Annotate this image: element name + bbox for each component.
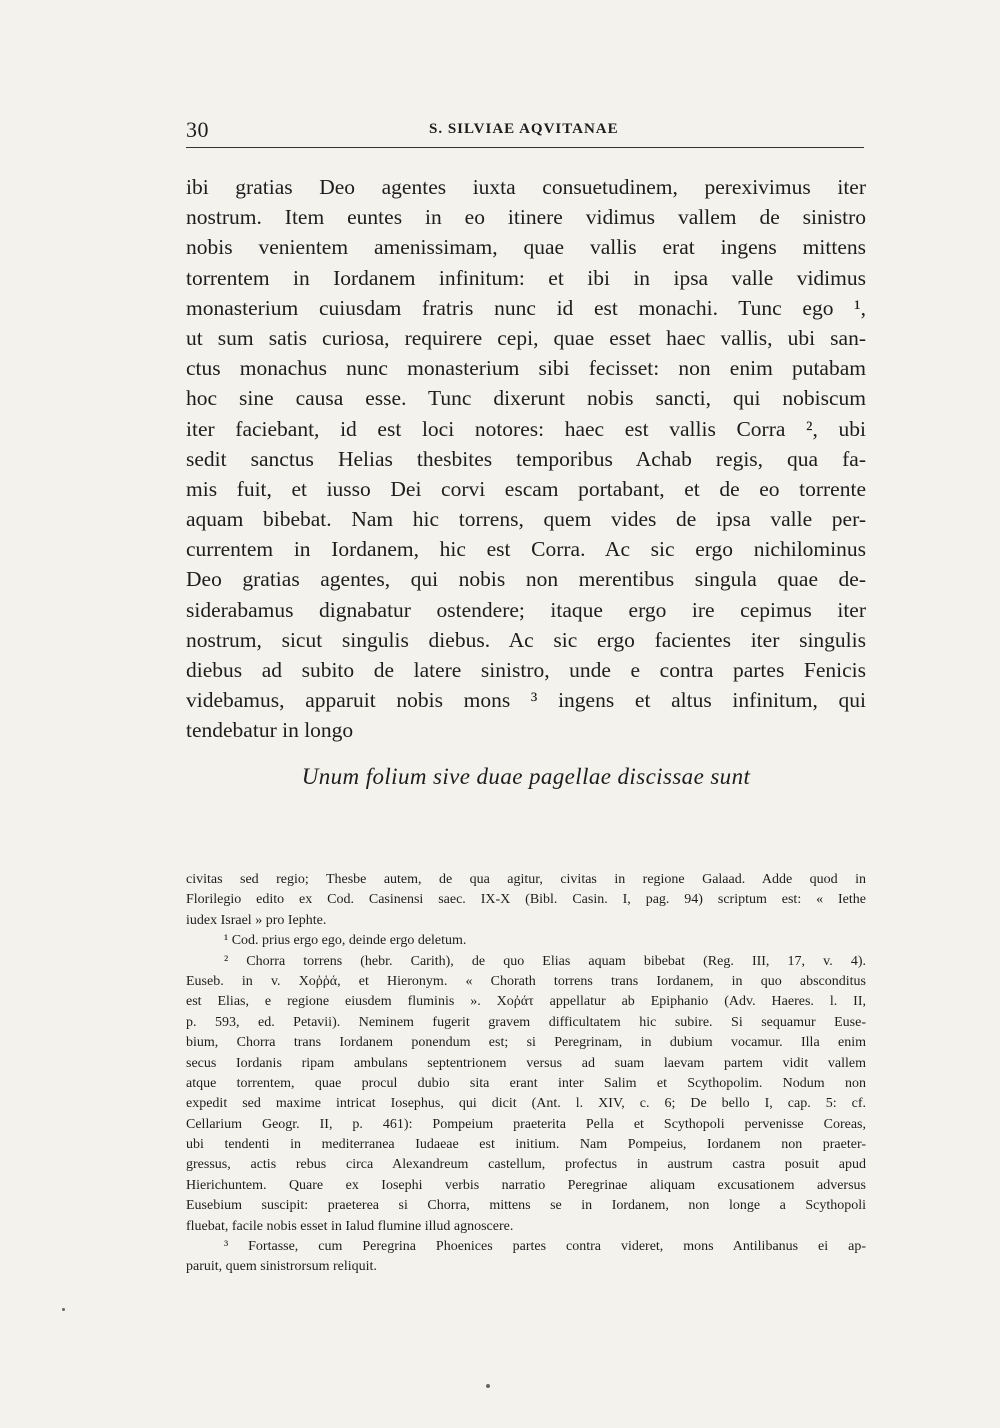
text-line: nostrum. Item euntes in eo itinere vidimus vallem de sinistro [186,205,866,230]
text-line: sedit sanctus Helias thesbites temporibus Achab regis, qua fa- [186,446,866,471]
footnote-line: Florilegio edito ex Cod. Casinensi saec. IX-X (Bibl. Casin. I, pag. 94) scriptum est: « Iethe [186,892,866,908]
footnote-line: ubi tendenti in mediterranea Iudaeae est initium. Nam Pompeius, Iordanem non praeter- [186,1137,866,1153]
text-line: torrentem in Iordanem infinitum: et ibi in ipsa valle vidimus [186,265,866,290]
text-line: diebus ad subito de latere sinistro, unde e contra partes Fenicis [186,658,866,682]
main-text [186,172,866,746]
text-line: siderabamus dignabatur ostendere; itaque ergo ire cepimus iter [186,597,866,622]
footnote-line: Eusebium suscipit: praeterea si Chorra, mittens se in Iordanem, non longe a Scythopoli [186,1198,866,1214]
text-line: nostrum, sicut singulis diebus. Ac sic ergo facientes iter singulis [186,627,866,652]
footnote-line: est Elias, e regione eiusdem fluminis ». Χοῤάτ appellatur ab Epiphanio (Adv. Haeres. l. II, [186,994,866,1010]
footnote-line: paruit, quem sinistrorsum reliquit. [186,1259,377,1275]
footnote-line: atque torrentem, quae procul dubio sita erant inter Salim et Scythopolim. Nodum non [186,1075,866,1091]
page-number: 30 [186,117,209,142]
footnote-line: ³ Fortasse, cum Peregrina Phoenices partes contra videret, mons Antilibanus ei ap- [224,1239,866,1255]
footnote-line: fluebat, facile nobis esset in Ialud flumine illud agnoscere. [186,1218,514,1234]
text-line: ut sum satis curiosa, requirere cepi, quae esset haec vallis, ubi san- [186,325,866,350]
paper-speck [486,1384,490,1388]
footnote-line: p. 593, ed. Petavii). Neminem fugerit gravem difficultatem hic subire. Si sequamur Euse- [186,1014,866,1030]
text-line: aquam bibebat. Nam hic torrens, quem vides de ipsa valle per- [186,507,866,532]
footnote-line: expedit sed maxime intricat Iosephus, qui dicit (Ant. l. XIV, c. 6; De bello I, cap. 5: cf. [186,1096,866,1112]
footnote-line: secus Iordanis ripam ambulans septentrionem versus ad suam laevam partem vidit vallem [186,1055,866,1071]
footnote-line: iudex Israel » pro Iephte. [186,912,327,928]
footnote-line: Cellarium Geogr. II, p. 461): Pompeium praeterita Pella et Scythopoli pervenisse Coreas, [186,1116,866,1132]
footnote-line: Euseb. in v. Χοῤῥά, et Hieronym. « Chorath torrens trans Iordanem, in quo absconditus [186,973,866,989]
paper-speck [62,1308,65,1311]
text-line: monasterium cuiusdam fratris nunc id est monachi. Tunc ego ¹, [186,295,866,320]
footnote-line: ¹ Cod. prius ergo ego, deinde ergo deletum. [224,933,467,949]
text-line: hoc sine causa esse. Tunc dixerunt nobis sancti, qui nobiscum [186,386,866,411]
text-line: currentem in Iordanem, hic est Corra. Ac sic ergo nichilominus [186,537,866,562]
footnote-line: gressus, actis rebus circa Alexandreum castellum, profectus in austrum castra posuit apud [186,1157,866,1173]
running-title: S. SILVIAE AQVITANAE [429,121,619,137]
footnote-line: civitas sed regio; Thesbe autem, de qua agitur, civitas in regione Galaad. Adde quod in [186,872,866,887]
footnote-line: bium, Chorra trans Iordanem ponendum est; si Peregrinam, in dubium vocamur. Illa enim [186,1035,866,1051]
text-line: ibi gratias Deo agentes iuxta consuetudinem, perexivimus iter [186,175,866,199]
text-line: Deo gratias agentes, qui nobis non merentibus singula quae de- [186,567,866,592]
text-line: ctus monachus nunc monasterium sibi fecisset: non enim putabam [186,356,866,381]
text-line: mis fuit, et iusso Dei corvi escam portabant, et de eo torrente [186,476,866,501]
footnote-line: ² Chorra torrens (hebr. Carith), de quo Elias aquam bibebat (Reg. III, 17, v. 4). [224,953,866,969]
footnote-line: Hierichuntem. Quare ex Iosephi verbis narratio Peregrinae aliquam excusationem adversus [186,1177,866,1193]
text-line: tendebatur in longo [186,718,354,743]
footnotes [186,870,866,1278]
text-line: iter faciebant, id est loci notores: haec est vallis Corra ², ubi [186,416,866,441]
lacuna-note: Unum folium sive duae pagellae discissae sunt [301,764,751,789]
text-line: videbamus, apparuit nobis mons ³ ingens et altus infinitum, qui [186,688,866,713]
page-header [186,117,864,148]
text-line: nobis venientem amenissimam, quae vallis erat ingens mittens [186,235,866,260]
